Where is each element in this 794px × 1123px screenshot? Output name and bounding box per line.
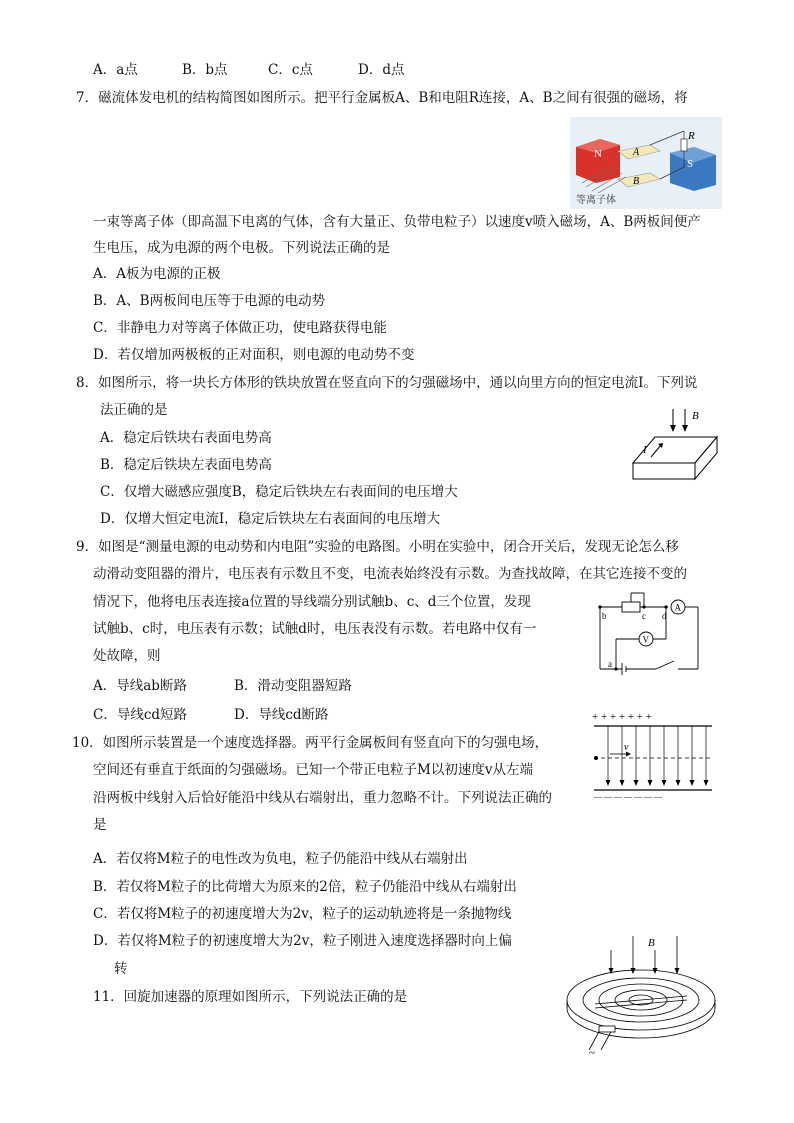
q8-option-a: A．稳定后铁块右表面电势高 — [100, 430, 272, 446]
q10-fig-minus-signs: — — — — — — — — [594, 792, 662, 800]
q11-fig-label-b: B — [648, 937, 655, 949]
q10-stem-line3: 沿两板中线射入后恰好能沿中线从右端射出，重力忽略不计。下列说法正确的 — [93, 790, 552, 806]
q8-option-b: B．稳定后铁块左表面电势高 — [100, 457, 272, 473]
q9-stem-line2: 动滑动变阻器的滑片，电压表有示数且不变，电流表始终没有示数。为查找故障，在其它连接不变的 — [93, 566, 687, 582]
q8-option-d: D．仅增大恒定电流I，稳定后铁块左右表面间的电压增大 — [100, 511, 441, 527]
q9-stem-line4: 试触b、c时，电压表有示数；试触d时，电压表没有示数。若电路中仅有一 — [93, 621, 537, 637]
q9-option-c: C．导线cd短路 — [93, 707, 188, 723]
q7-fig-label-plasma: 等离子体 — [576, 195, 616, 206]
q10-velocity-selector-figure — [590, 710, 714, 800]
q7-fig-label-b: B — [633, 176, 640, 187]
q7-option-d: D．若仅增加两极板的正对面积，则电源的电动势不变 — [93, 347, 415, 363]
q7-option-c: C．非静电力对等离子体做正功，使电路获得电能 — [93, 320, 387, 336]
q9-stem-line1: 9．如图是“测量电源的电动势和内电阻”实验的电路图。小明在实验中，闭合开关后，发现无论怎么移 — [76, 539, 679, 555]
q6-option-c: C．c点 — [268, 62, 313, 78]
q10-fig-label-v: v — [624, 742, 629, 753]
q7-mhd-generator-figure — [570, 117, 722, 209]
q6-option-a: A．a点 — [93, 62, 138, 78]
q11-fig-ac-source: ~ — [589, 1047, 595, 1058]
q9-stem-line3: 情况下，他将电压表连接a位置的导线端分别试触b、c、d三个位置，发现 — [93, 594, 531, 610]
q8-option-c: C．仅增大磁感应强度B，稳定后铁块左右表面间的电压增大 — [100, 484, 458, 500]
q9-fig-voltmeter-label: V — [642, 634, 649, 645]
q7-stem-line1: 7．磁流体发电机的结构简图如图所示。把平行金属板A、B和电阻R连接，A、B之间有很强的磁场，将 — [76, 90, 688, 106]
q7-fig-label-n: N — [594, 148, 602, 160]
q7-stem-line3: 生电压，成为电源的两个电极。下列说法正确的是 — [93, 240, 390, 256]
q9-fig-label-a: a — [608, 659, 612, 669]
q11-cyclotron-figure — [555, 932, 721, 1058]
q10-stem-line1: 10．如图所示装置是一个速度选择器。两平行金属板间有竖直向下的匀强电场， — [72, 735, 549, 751]
q6-option-d: D．d点 — [358, 62, 405, 78]
q11-stem-line1: 11．回旋加速器的原理如图所示，下列说法正确的是 — [93, 989, 408, 1005]
q8-iron-block-figure — [625, 405, 721, 485]
q10-stem-line2: 空间还有垂直于纸面的匀强磁场。已知一个带正电粒子M以初速度v从左端 — [93, 762, 533, 778]
q7-option-b: B．A、B两板间电压等于电源的电动势 — [93, 293, 326, 309]
q10-option-d-line1: D．若仅将M粒子的初速度增大为2v，粒子刚进入速度选择器时向上偏 — [93, 933, 512, 949]
q10-option-b: B．若仅将M粒子的比荷增大为原来的2倍，粒子仍能沿中线从右端射出 — [93, 879, 517, 895]
q9-fig-label-c: c — [642, 611, 646, 621]
q7-fig-label-s: S — [687, 158, 694, 170]
q9-option-a: A．导线ab断路 — [93, 678, 187, 694]
q9-circuit-figure — [586, 587, 706, 679]
q10-option-d-line2: 转 — [114, 961, 128, 977]
q10-stem-line4: 是 — [93, 817, 107, 833]
q6-option-b: B．b点 — [182, 62, 228, 78]
q9-option-d: D．导线cd断路 — [234, 707, 329, 723]
q7-fig-label-r: R — [688, 130, 695, 142]
q10-option-c: C．若仅将M粒子的初速度增大为2v，粒子的运动轨迹将是一条抛物线 — [93, 906, 512, 922]
q9-fig-ammeter-label: A — [674, 602, 681, 613]
q7-option-a: A．A板为电源的正极 — [93, 266, 221, 282]
q9-stem-line5: 处故障，则 — [93, 648, 161, 664]
q8-fig-label-b: B — [692, 410, 699, 422]
q9-option-b: B．滑动变阻器短路 — [234, 678, 352, 694]
q7-fig-label-a: A — [633, 147, 640, 158]
q8-stem-line1: 8．如图所示，将一块长方体形的铁块放置在竖直向下的匀强磁场中，通以向里方向的恒定电流I。下列说 — [76, 375, 698, 391]
q9-fig-label-d: d — [662, 611, 667, 621]
q8-fig-label-i: I — [643, 444, 647, 456]
q10-fig-plus-signs: + + + + + + + — [592, 711, 652, 723]
q7-stem-line2: 一束等离子体（即高温下电离的气体，含有大量正、负带电粒子）以速度v喷入磁场，A、B两板间便产 — [93, 214, 701, 230]
q10-option-a: A．若仅将M粒子的电性改为负电，粒子仍能沿中线从右端射出 — [93, 851, 468, 867]
q9-fig-label-b: b — [602, 611, 607, 621]
q8-stem-line2: 法正确的是 — [100, 402, 168, 418]
